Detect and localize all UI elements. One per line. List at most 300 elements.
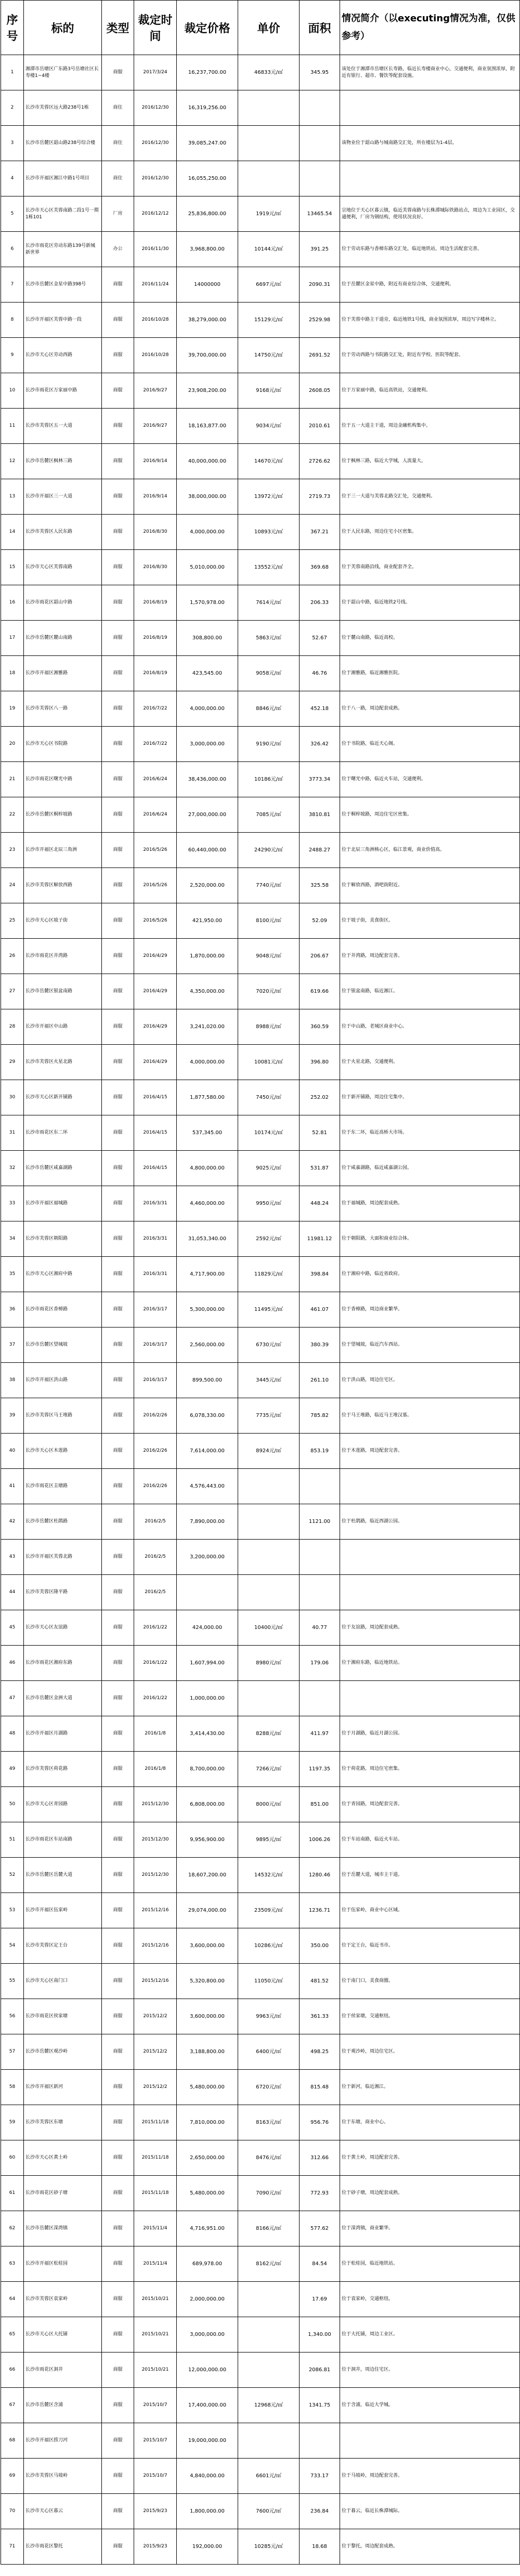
unit-price: 3445元/㎡ [238,1363,300,1398]
row-number: 63 [1,2246,24,2282]
property-type: 商服 [102,1964,134,1999]
ruling-price: 5,010,000.00 [177,550,238,585]
property-name: 长沙市天心区青园路 [24,1787,102,1822]
property-name: 长沙市岳麓区金洲大道 [24,1681,102,1716]
row-number: 53 [1,1893,24,1928]
area-value: 1006.26 [300,1822,340,1858]
area-value: 361.33 [300,1999,340,2034]
unit-price: 8166元/㎡ [238,2211,300,2246]
description: 位于朝阳路，大面积商业综合体。 [340,1221,520,1257]
property-type: 商服 [102,2211,134,2246]
table-row [1,232,520,267]
ruling-date: 2015/12/16 [134,1964,177,1999]
row-number: 3 [1,126,24,161]
ruling-date: 2015/9/23 [134,2494,177,2529]
description: 位于溁湾镇，商业繁华。 [340,2211,520,2246]
property-name: 湘潭市岳塘区广东路3号岳塘社区长寿楼1~4楼 [24,55,102,90]
property-type: 商服 [102,621,134,656]
unit-price: 11050元/㎡ [238,1964,300,1999]
property-name: 长沙市雨花区洞井 [24,2352,102,2388]
area-value: 52.67 [300,621,340,656]
row-number: 42 [1,1504,24,1540]
ruling-price: 3,188,800.00 [177,2034,238,2070]
unit-price: 8476元/㎡ [238,2140,300,2176]
header-price: 裁定价格 [177,1,238,55]
row-number: 70 [1,2494,24,2529]
property-name: 长沙市芙蓉区五一大道 [24,409,102,444]
ruling-date: 2016/6/24 [134,762,177,797]
description: 位于韶山中路，临近地铁2号线。 [340,585,520,621]
ruling-date: 2016/12/12 [134,196,177,232]
property-name: 长沙市天心区黄土岭 [24,2140,102,2176]
area-value: 498.25 [300,2034,340,2070]
area-value: 46.76 [300,656,340,691]
ruling-date: 2016/8/30 [134,515,177,550]
property-name: 长沙市天心区友谊路 [24,1610,102,1646]
ruling-price: 4,000,000.00 [177,691,238,727]
ruling-price: 18,163,877.00 [177,409,238,444]
row-number: 5 [1,196,24,232]
unit-price: 14532元/㎡ [238,1858,300,1893]
ruling-date: 2015/12/30 [134,1858,177,1893]
ruling-price: 25,836,800.00 [177,196,238,232]
row-number: 17 [1,621,24,656]
area-value: 956.76 [300,2105,340,2140]
area-value [300,2423,340,2459]
unit-price [238,1681,300,1716]
property-type: 商服 [102,797,134,833]
ruling-date: 2016/4/29 [134,939,177,974]
property-type: 商服 [102,515,134,550]
property-name: 长沙市开福区捞刀河 [24,2423,102,2459]
property-name: 长沙市岳麓区金星中路398号 [24,267,102,303]
unit-price: 8288元/㎡ [238,1716,300,1752]
property-type: 商服 [102,762,134,797]
property-type: 商服 [102,727,134,762]
ruling-price: 4,000,000.00 [177,515,238,550]
area-value: 2691.52 [300,338,340,373]
row-number: 49 [1,1752,24,1787]
ruling-date: 2016/3/31 [134,1186,177,1221]
ruling-date: 2015/11/4 [134,2246,177,2282]
area-value: 2488.27 [300,833,340,868]
description: 该处位于湘潭市岳塘区长寿路，临近长寿楼商业中心，交通便利，商业氛围浓厚，附近有银行、超市、餐饮等配套设施。 [340,55,520,90]
description: 位于马坡岭，周边配套完善。 [340,2459,520,2494]
table-row [1,621,520,656]
description: 位于含浦，临近大学城。 [340,2388,520,2423]
ruling-date: 2015/12/16 [134,1893,177,1928]
table-row [1,1009,520,1045]
description: 位于望城坡，临近汽车西站。 [340,1328,520,1363]
ruling-date: 2015/11/18 [134,2140,177,2176]
row-number: 46 [1,1646,24,1681]
property-type: 商服 [102,1434,134,1469]
area-value: 1341.75 [300,2388,340,2423]
table-row [1,1610,520,1646]
row-number: 1 [1,55,24,90]
description: 位于万家丽中路，临近高铁站，交通便利。 [340,373,520,409]
header-unit: 单价 [238,1,300,55]
table-row [1,338,520,373]
ruling-date: 2015/10/7 [134,2459,177,2494]
table-row [1,1928,520,1964]
description: 位于福城路，周边配套成熟。 [340,1186,520,1221]
description: 位于八一路，周边配套成熟。 [340,691,520,727]
description: 位于麓山南路，临近高校。 [340,621,520,656]
row-number: 16 [1,585,24,621]
ruling-price: 3,968,800.00 [177,232,238,267]
unit-price: 10286元/㎡ [238,1928,300,1964]
ruling-date: 2016/4/15 [134,1080,177,1115]
table-row [1,479,520,515]
property-name: 长沙市开福区三一大道 [24,479,102,515]
row-number: 15 [1,550,24,585]
property-type: 商住 [102,90,134,126]
unit-price [238,2317,300,2352]
row-number: 58 [1,2070,24,2105]
area-value [300,126,340,161]
ruling-price: 7,810,000.00 [177,2105,238,2140]
area-value: 380.39 [300,1328,340,1363]
ruling-date: 2015/10/7 [134,2388,177,2423]
property-name: 长沙市开福区伍家岭 [24,1893,102,1928]
area-value: 2090.31 [300,267,340,303]
unit-price: 8980元/㎡ [238,1646,300,1681]
unit-price: 24290元/㎡ [238,833,300,868]
ruling-price: 689,978.00 [177,2246,238,2282]
unit-price: 10400元/㎡ [238,1610,300,1646]
property-type: 商服 [102,974,134,1009]
description: 位于桐梓坡路，周边住宅区密集。 [340,797,520,833]
unit-price: 9058元/㎡ [238,656,300,691]
property-name: 长沙市岳麓区桐梓坡路 [24,797,102,833]
ruling-date: 2016/5/26 [134,903,177,939]
ruling-price: 16,237,700.00 [177,55,238,90]
area-value: 733.17 [300,2459,340,2494]
unit-price [238,1469,300,1504]
ruling-date: 2015/10/21 [134,2282,177,2317]
property-type: 商服 [102,1575,134,1610]
ruling-date: 2016/11/24 [134,267,177,303]
row-number: 47 [1,1681,24,1716]
property-name: 长沙市开福区福城路 [24,1186,102,1221]
description: 位于马王堆路，临近马王堆汉墓。 [340,1398,520,1434]
row-number: 4 [1,161,24,196]
description: 位于人民东路，周边住宅小区密集。 [340,515,520,550]
area-value [300,1681,340,1716]
area-value: 252.02 [300,1080,340,1115]
property-type: 商服 [102,1787,134,1822]
row-number: 62 [1,2211,24,2246]
property-type: 商服 [102,1716,134,1752]
table-row [1,1151,520,1186]
property-name: 长沙市天心区新开铺路 [24,1080,102,1115]
row-number: 34 [1,1221,24,1257]
area-value: 52.09 [300,903,340,939]
description [340,2423,520,2459]
ruling-price: 2,650,000.00 [177,2140,238,2176]
property-name: 长沙市开福区北辰三角洲 [24,833,102,868]
property-type: 商服 [102,1292,134,1328]
ruling-date: 2016/4/29 [134,1045,177,1080]
ruling-date: 2016/6/24 [134,797,177,833]
ruling-date: 2016/4/15 [134,1151,177,1186]
ruling-price: 308,800.00 [177,621,238,656]
ruling-price: 2,560,000.00 [177,1328,238,1363]
ruling-date: 2015/9/23 [134,2529,177,2565]
row-number: 2 [1,90,24,126]
ruling-date: 2016/2/26 [134,1434,177,1469]
area-value: 345.95 [300,55,340,90]
property-type: 商服 [102,833,134,868]
unit-price [238,2352,300,2388]
property-name: 长沙市天心区劳动西路 [24,338,102,373]
ruling-date: 2015/12/2 [134,1999,177,2034]
property-type: 商服 [102,2105,134,2140]
area-value: 179.06 [300,1646,340,1681]
property-type: 商服 [102,585,134,621]
table-row [1,303,520,338]
header-area: 面积 [300,1,340,55]
table-row [1,656,520,691]
row-number: 39 [1,1398,24,1434]
property-type: 商服 [102,1858,134,1893]
row-number: 38 [1,1363,24,1398]
property-name: 长沙市岳麓区麓山南路 [24,621,102,656]
property-type: 商服 [102,2176,134,2211]
ruling-date: 2017/3/24 [134,55,177,90]
row-number: 32 [1,1151,24,1186]
table-row [1,2176,520,2211]
property-name: 长沙市开福区湘雅路 [24,656,102,691]
row-number: 61 [1,2176,24,2211]
description: 位于黎托，周边配套成熟。 [340,2529,520,2565]
row-number: 29 [1,1045,24,1080]
ruling-price: 4,350,000.00 [177,974,238,1009]
description: 位于车站南路，临近火车站。 [340,1822,520,1858]
area-value: 18.68 [300,2529,340,2565]
table-row [1,1716,520,1752]
table-body [1,55,520,2565]
unit-price: 5863元/㎡ [238,621,300,656]
ruling-price: 1,570,978.00 [177,585,238,621]
table-row [1,2494,520,2529]
ruling-price: 5,480,000.00 [177,2176,238,2211]
unit-price: 9190元/㎡ [238,727,300,762]
ruling-date: 2015/11/4 [134,2211,177,2246]
row-number: 57 [1,2034,24,2070]
property-type: 商服 [102,1469,134,1504]
row-number: 28 [1,1009,24,1045]
ruling-date: 2016/12/30 [134,161,177,196]
description [340,1469,520,1504]
property-name: 长沙市天心区木莲路 [24,1434,102,1469]
property-type: 商服 [102,409,134,444]
ruling-price: 40,000,000.00 [177,444,238,479]
area-value: 236.84 [300,2494,340,2529]
property-name: 长沙市芙蓉区定王台 [24,1928,102,1964]
property-type: 商服 [102,2317,134,2352]
row-number: 52 [1,1858,24,1893]
property-type: 商服 [102,2423,134,2459]
ruling-date: 2016/2/5 [134,1540,177,1575]
description: 位于黄土岭，周边配套完善。 [340,2140,520,2176]
table-row [1,2529,520,2565]
ruling-date: 2016/11/30 [134,232,177,267]
description [340,1681,520,1716]
row-number: 9 [1,338,24,373]
area-value [300,1575,340,1610]
description [340,1540,520,1575]
area-value: 531.87 [300,1151,340,1186]
ruling-date: 2016/3/17 [134,1292,177,1328]
ruling-date: 2016/2/5 [134,1575,177,1610]
unit-price: 9895元/㎡ [238,1822,300,1858]
property-name: 长沙市芙蓉区荷花路 [24,1752,102,1787]
property-name: 长沙市芙蓉区远大路238号1栋 [24,90,102,126]
property-type: 商服 [102,1009,134,1045]
property-name: 长沙市芙蓉区隆平路 [24,1575,102,1610]
table-row [1,1540,520,1575]
property-name: 长沙市雨花区湘府东路 [24,1646,102,1681]
ruling-date: 2016/3/31 [134,1221,177,1257]
table-row [1,550,520,585]
property-name: 长沙市雨花区东二环 [24,1115,102,1151]
unit-price: 1919元/㎡ [238,196,300,232]
table-row [1,1257,520,1292]
unit-price [238,126,300,161]
description: 位于友谊路，周边配套成熟。 [340,1610,520,1646]
description: 位于湘府东路，临近地铁站。 [340,1646,520,1681]
table-row [1,1575,520,1610]
table-row [1,1893,520,1928]
property-type: 商服 [102,55,134,90]
property-name: 长沙市天心区大托铺 [24,2317,102,2352]
unit-price: 11829元/㎡ [238,1257,300,1292]
description: 位于新开铺路，周边住宅集中。 [340,1080,520,1115]
unit-price: 7450元/㎡ [238,1080,300,1115]
table-row [1,1999,520,2034]
property-type: 商服 [102,1151,134,1186]
unit-price: 2592元/㎡ [238,1221,300,1257]
property-type: 商服 [102,1610,134,1646]
ruling-date: 2016/1/8 [134,1752,177,1787]
unit-price: 7085元/㎡ [238,797,300,833]
table-row [1,1504,520,1540]
ruling-date: 2016/3/17 [134,1328,177,1363]
area-value: 17.69 [300,2282,340,2317]
area-value [300,1469,340,1504]
property-type: 商服 [102,373,134,409]
ruling-price: 4,800,000.00 [177,1151,238,1186]
property-name: 长沙市岳麓区杜鹃路 [24,1504,102,1540]
unit-price: 11495元/㎡ [238,1292,300,1328]
ruling-price: 38,436,000.00 [177,762,238,797]
property-type: 商住 [102,126,134,161]
ruling-price: 12,000,000.00 [177,2352,238,2388]
description: 位于银盆南路，临近湘江。 [340,974,520,1009]
table-row [1,2423,520,2459]
area-value: 2726.62 [300,444,340,479]
table-row [1,1186,520,1221]
ruling-price: 6,808,000.00 [177,1787,238,1822]
ruling-price: 2,000,000.00 [177,2282,238,2317]
area-value: 40.77 [300,1610,340,1646]
property-name: 长沙市岳麓区韶山路238号综合楼 [24,126,102,161]
property-type: 商服 [102,656,134,691]
ruling-price: 2,520,000.00 [177,868,238,903]
unit-price: 9034元/㎡ [238,409,300,444]
ruling-price: 899,500.00 [177,1363,238,1398]
area-value: 261.10 [300,1363,340,1398]
unit-price: 8846元/㎡ [238,691,300,727]
property-type: 商服 [102,1822,134,1858]
property-type: 商服 [102,2529,134,2565]
description: 位于解放西路，酒吧街附近。 [340,868,520,903]
description: 位于伍家岭，商业中心区域。 [340,1893,520,1928]
description: 位于东塘，商业中心。 [340,2105,520,2140]
description: 位于咸嘉湖路，临近咸嘉湖公园。 [340,1151,520,1186]
property-type: 商服 [102,1115,134,1151]
property-type: 商服 [102,939,134,974]
ruling-date: 2016/10/28 [134,338,177,373]
ruling-date: 2016/8/19 [134,621,177,656]
row-number: 35 [1,1257,24,1292]
area-value: 448.24 [300,1186,340,1221]
ruling-date: 2016/10/28 [134,303,177,338]
row-number: 56 [1,1999,24,2034]
unit-price: 9168元/㎡ [238,373,300,409]
property-name: 长沙市芙蓉区人民东路 [24,515,102,550]
table-row [1,1398,520,1434]
property-type: 商服 [102,2494,134,2529]
property-name: 长沙市雨花区劳动东路139号新城新世界 [24,232,102,267]
unit-price: 6720元/㎡ [238,2070,300,2105]
area-value: 785.82 [300,1398,340,1434]
description: 位于袁家岭，交通枢纽。 [340,2282,520,2317]
table-row [1,1328,520,1363]
unit-price [238,2282,300,2317]
ruling-price: 27,000,000.00 [177,797,238,833]
property-name: 长沙市雨花区黎托 [24,2529,102,2565]
unit-price: 8000元/㎡ [238,1787,300,1822]
row-number: 23 [1,833,24,868]
area-value: 2719.73 [300,479,340,515]
ruling-price: 423,545.00 [177,656,238,691]
property-type: 商服 [102,1540,134,1575]
property-type: 商服 [102,903,134,939]
unit-price: 9048元/㎡ [238,939,300,974]
description: 位于荷花路，周边住宅密集。 [340,1752,520,1787]
table-row [1,1681,520,1716]
property-name: 长沙市岳麓区含浦 [24,2388,102,2423]
unit-price: 8163元/㎡ [238,2105,300,2140]
ruling-price: 3,000,000.00 [177,727,238,762]
auction-table [1,0,520,2565]
table-row [1,833,520,868]
description: 位于松桂园，临近地铁站。 [340,2246,520,2282]
table-row [1,1080,520,1115]
ruling-date: 2016/1/22 [134,1610,177,1646]
description: 位于岳麓大道，城市主干道。 [340,1858,520,1893]
row-number: 25 [1,903,24,939]
property-name: 长沙市岳麓区枫林三路 [24,444,102,479]
ruling-price: 14000000 [177,267,238,303]
ruling-price: 39,700,000.00 [177,338,238,373]
ruling-price: 5,320,800.00 [177,1964,238,1999]
property-name: 长沙市雨花区圭塘路 [24,1469,102,1504]
property-type: 商服 [102,1504,134,1540]
